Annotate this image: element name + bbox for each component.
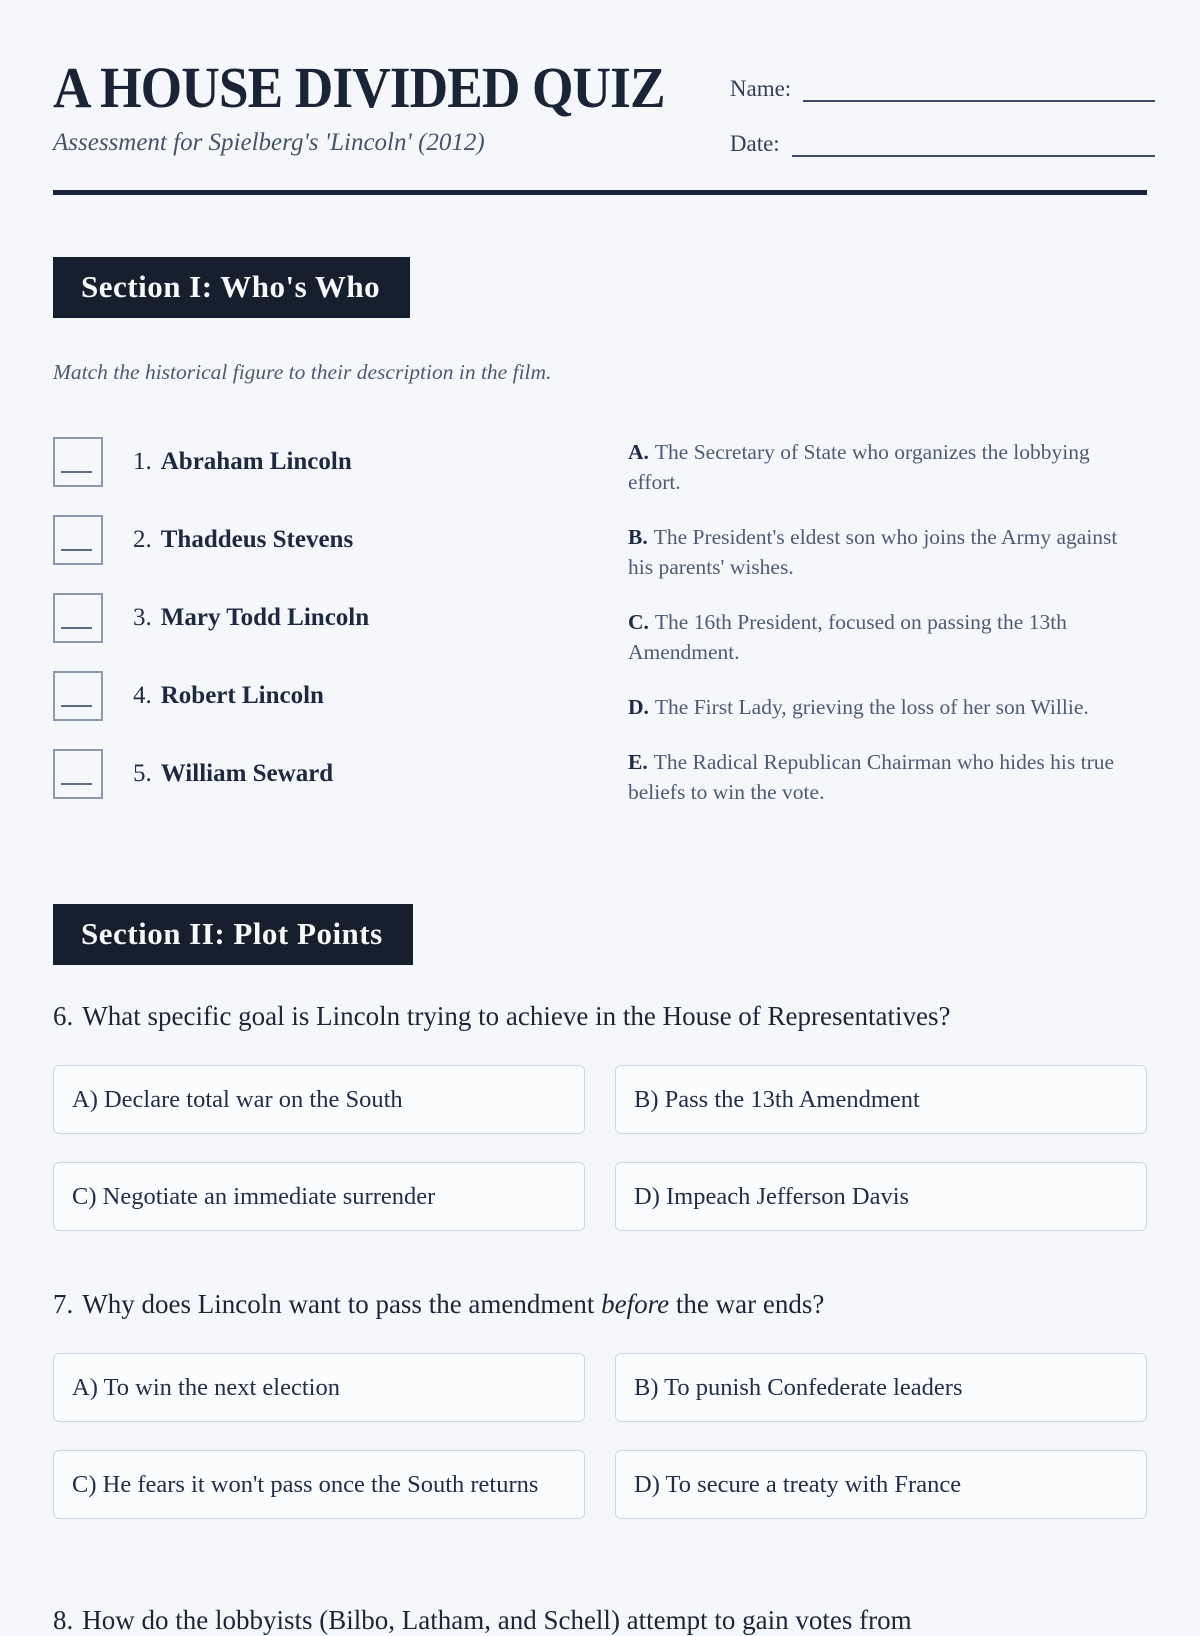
match-item-1 <box>53 437 628 487</box>
question-7-options <box>53 1353 1147 1519</box>
match-name: William Seward <box>160 760 334 787</box>
question-text-italic: before <box>601 1289 670 1319</box>
match-number: 1. <box>133 448 152 475</box>
question-text: Why does Lincoln want to pass the amendment <box>82 1289 602 1319</box>
page-subtitle: Assessment for Spielberg's 'Lincoln' (2012) <box>53 128 485 156</box>
question-6 <box>53 1001 1147 1032</box>
question-text: the war ends? <box>669 1289 825 1319</box>
answer-blank-line <box>61 627 92 629</box>
title-block <box>53 55 718 157</box>
answer-box-2[interactable] <box>53 515 103 565</box>
match-label-3 <box>133 604 369 632</box>
description-letter: B. <box>628 525 648 549</box>
description-letter: D. <box>628 695 649 719</box>
match-name: Thaddeus Stevens <box>160 526 354 553</box>
description-text: The First Lady, grieving the loss of her son Willie. <box>654 695 1089 719</box>
description-letter: C. <box>628 610 649 634</box>
answer-blank-line <box>61 783 92 785</box>
match-name: Mary Todd Lincoln <box>160 604 370 631</box>
date-row <box>718 129 1155 157</box>
matching-exercise <box>53 437 1147 832</box>
date-input[interactable] <box>792 129 1155 157</box>
answer-blank-line <box>61 549 92 551</box>
match-item-4 <box>53 671 628 721</box>
answer-box-3[interactable] <box>53 593 103 643</box>
question-8 <box>53 1605 1147 1636</box>
match-descriptions-column <box>628 437 1147 832</box>
match-figures-column <box>53 437 628 832</box>
match-item-2 <box>53 515 628 565</box>
match-item-5 <box>53 749 628 799</box>
question-7 <box>53 1289 1147 1320</box>
match-number: 4. <box>133 682 152 709</box>
answer-blank-line <box>61 705 92 707</box>
match-label-1 <box>133 448 352 476</box>
description-text: The 16th President, focused on passing the 13th Amendment. <box>628 610 1067 664</box>
match-number: 3. <box>133 604 152 631</box>
question-number: 7. <box>53 1289 74 1319</box>
match-label-5 <box>133 760 333 788</box>
question-6-options <box>53 1065 1147 1231</box>
q7-option-d[interactable]: D) To secure a treaty with France <box>615 1450 1147 1519</box>
question-number: 8. <box>53 1605 74 1635</box>
section2-heading: Section II: Plot Points <box>53 904 413 965</box>
q6-option-b[interactable]: B) Pass the 13th Amendment <box>615 1065 1147 1134</box>
q6-option-a[interactable]: A) Declare total war on the South <box>53 1065 585 1134</box>
date-label: Date: <box>729 131 780 156</box>
description-e <box>628 747 1147 807</box>
question-text: What specific goal is Lincoln trying to achieve in the House of Representatives? <box>82 1001 951 1031</box>
section1-heading: Section I: Who's Who <box>53 257 410 318</box>
q7-option-c[interactable]: C) He fears it won't pass once the South returns <box>53 1450 585 1519</box>
answer-box-5[interactable] <box>53 749 103 799</box>
match-name: Robert Lincoln <box>160 682 324 709</box>
header <box>53 55 1147 184</box>
q6-option-d[interactable]: D) Impeach Jefferson Davis <box>615 1162 1147 1231</box>
question-number: 6. <box>53 1001 74 1031</box>
q6-option-c[interactable]: C) Negotiate an immediate surrender <box>53 1162 585 1231</box>
match-label-2 <box>133 526 353 554</box>
section1-instruction: Match the historical figure to their description in the film. <box>53 360 552 384</box>
description-text: The Radical Republican Chairman who hides his true beliefs to win the vote. <box>628 750 1115 804</box>
match-number: 2. <box>133 526 152 553</box>
answer-box-1[interactable] <box>53 437 103 487</box>
name-input[interactable] <box>803 74 1155 102</box>
answer-box-4[interactable] <box>53 671 103 721</box>
description-text: The President's eldest son who joins the Army against his parents' wishes. <box>628 525 1118 579</box>
description-letter: E. <box>628 750 648 774</box>
name-row <box>718 74 1155 102</box>
description-a <box>628 437 1147 497</box>
match-number: 5. <box>133 760 152 787</box>
name-label: Name: <box>729 76 792 101</box>
answer-blank-line <box>61 471 92 473</box>
q7-option-b[interactable]: B) To punish Confederate leaders <box>615 1353 1147 1422</box>
description-c <box>628 607 1147 667</box>
q7-option-a[interactable]: A) To win the next election <box>53 1353 585 1422</box>
name-date-block <box>718 74 1155 184</box>
match-label-4 <box>133 682 324 710</box>
page-title: A HOUSE DIVIDED QUIZ <box>53 55 665 120</box>
description-b <box>628 522 1147 582</box>
description-text: The Secretary of State who organizes the lobbying effort. <box>628 440 1090 494</box>
question-text: How do the lobbyists (Bilbo, Latham, and Schell) attempt to gain votes from <box>82 1605 912 1635</box>
description-letter: A. <box>628 440 649 464</box>
description-d <box>628 692 1147 722</box>
match-name: Abraham Lincoln <box>160 448 352 475</box>
match-item-3 <box>53 593 628 643</box>
